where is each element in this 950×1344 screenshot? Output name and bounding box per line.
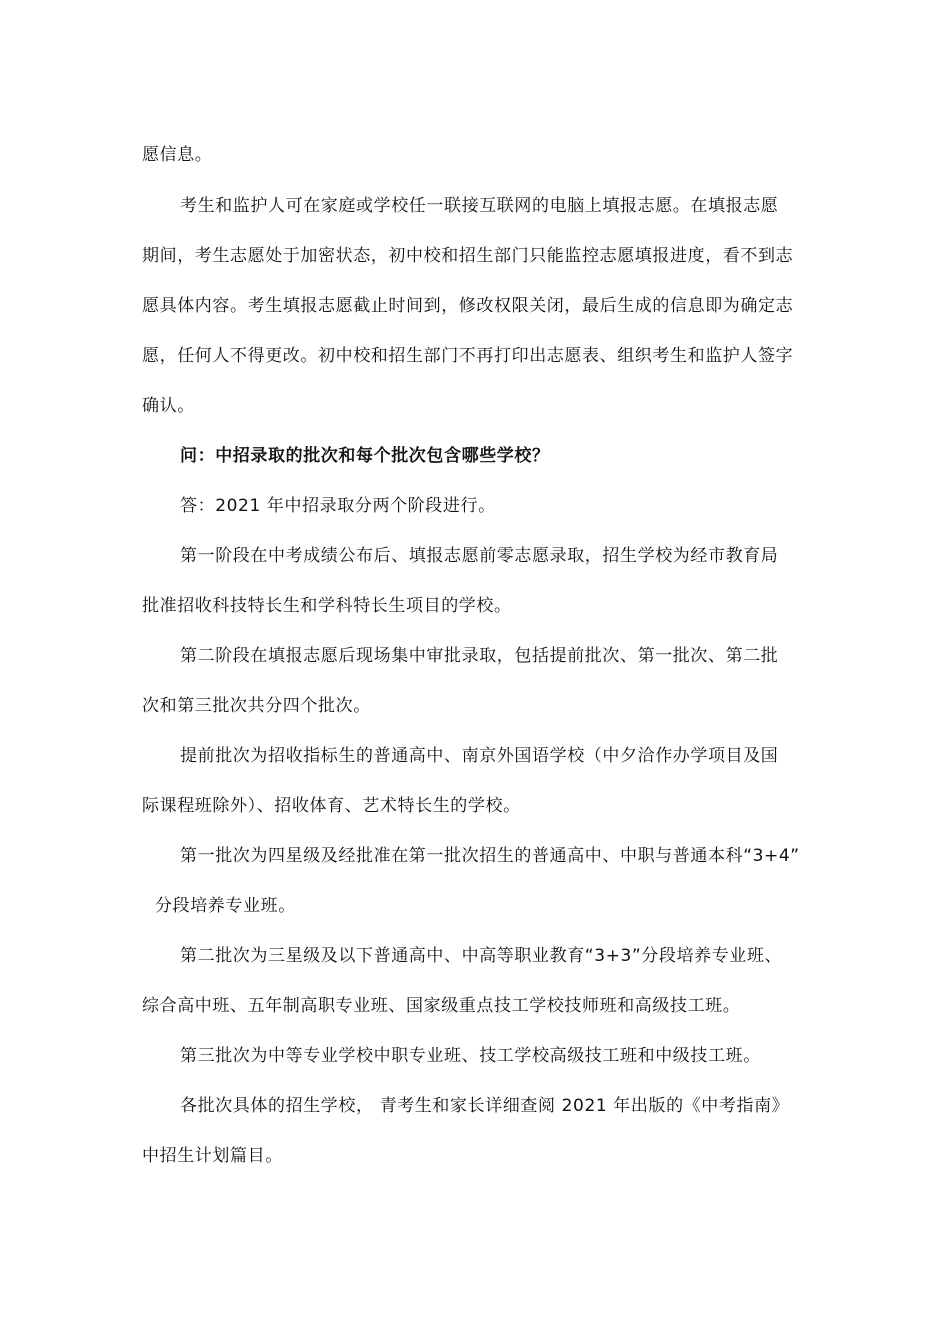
paragraph-line: 综合高中班、五年制高职专业班、国家级重点技工学校技师班和高级技工班。 xyxy=(142,996,741,1016)
paragraph-line: 中招生计划篇目。 xyxy=(142,1146,283,1166)
paragraph-line: 愿具体内容。考生填报志愿截止时间到，修改权限关闭，最后生成的信息即为确定志 xyxy=(142,296,794,316)
paragraph-line: 愿信息。 xyxy=(142,145,213,165)
paragraph-line: 提前批次为招收指标生的普通高中、南京外国语学校（中夕洽作办学项目及国 xyxy=(180,746,779,766)
paragraph-line: 愿，任何人不得更改。初中校和招生部门不再打印出志愿表、组织考生和监护人签字 xyxy=(142,346,794,366)
paragraph-line: 第二阶段在填报志愿后现场集中审批录取，包括提前批次、第一批次、第二批 xyxy=(180,646,779,666)
paragraph-line: 次和第三批次共分四个批次。 xyxy=(142,696,371,716)
paragraph-line: 各批次具体的招生学校， 青考生和家长详细查阅 2021 年出版的《中考指南》 xyxy=(180,1096,790,1116)
paragraph-line: 分段培养专业班。 xyxy=(155,896,296,916)
paragraph-line: 确认。 xyxy=(142,396,195,416)
answer-line: 答：2021 年中招录取分两个阶段进行。 xyxy=(180,496,496,516)
question-heading: 问：中招录取的批次和每个批次包含哪些学校？ xyxy=(180,446,550,466)
paragraph-line: 际课程班除外）、招收体育、艺术特长生的学校。 xyxy=(142,796,521,816)
paragraph-line: 考生和监护人可在家庭或学校任一联接互联网的电脑上填报志愿。在填报志愿 xyxy=(180,196,779,216)
paragraph-line: 第一批次为四星级及经批准在第一批次招生的普通高中、中职与普通本科“3+4” xyxy=(180,846,800,866)
paragraph-line: 第三批次为中等专业学校中职专业班、技工学校高级技工班和中级技工班。 xyxy=(180,1046,761,1066)
paragraph-line: 第一阶段在中考成绩公布后、填报志愿前零志愿录取，招生学校为经市教育局 xyxy=(180,546,779,566)
paragraph-line: 批准招收科技特长生和学科特长生项目的学校。 xyxy=(142,596,512,616)
paragraph-line: 期间，考生志愿处于加密状态，初中校和招生部门只能监控志愿填报进度，看不到志 xyxy=(142,246,794,266)
paragraph-line: 第二批次为三星级及以下普通高中、中高等职业教育“3+3”分段培养专业班、 xyxy=(180,946,783,966)
